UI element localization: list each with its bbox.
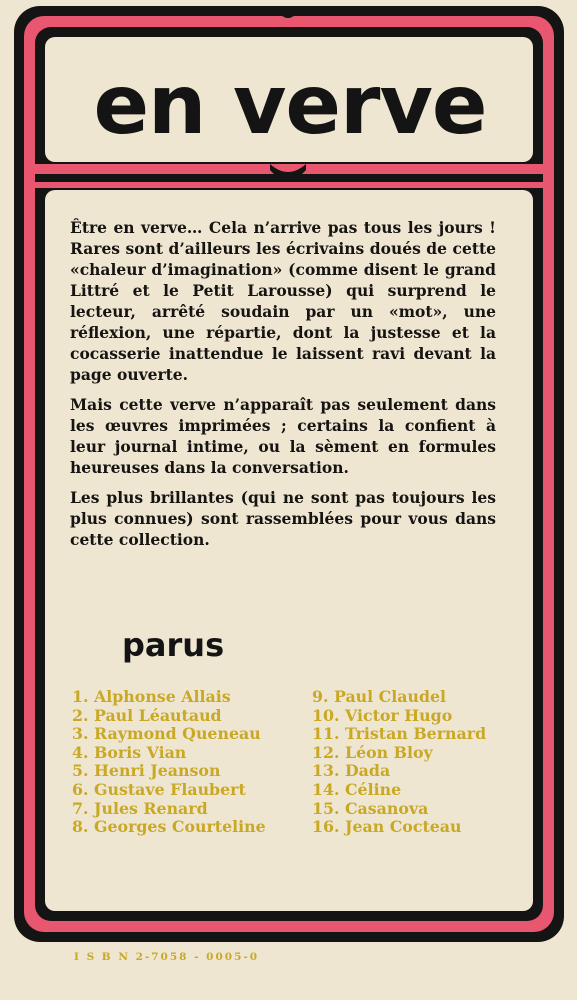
list-item: 4. Boris Vian [72, 742, 187, 762]
blurb-paragraph-3: Les plus brillantes (qui ne sont pas toujours les plus connues) sont rassemblées pour vous dans cette collection. [70, 488, 496, 549]
list-item: 7. Jules Renard [72, 798, 208, 818]
list-item: 3. Raymond Queneau [72, 724, 261, 744]
list-item: 6. Gustave Flaubert [72, 779, 246, 799]
list-item: 10. Victor Hugo [312, 705, 453, 725]
list-item: 11. Tristan Bernard [312, 724, 487, 744]
frame-divider-black [35, 174, 543, 182]
list-item: 8. Georges Courteline [72, 817, 266, 837]
list-item: 5. Henri Jeanson [72, 761, 221, 781]
series-title: en verve [93, 57, 487, 153]
list-item: 12. Léon Bloy [312, 742, 433, 762]
list-item: 1. Alphonse Allais [72, 687, 231, 706]
blurb-paragraph-1: Être en verve… Cela n’arrive pas tous les jours ! Rares sont d’ailleurs les écrivains doués de cette «chaleur d’imagination» (comme disent le grand Littré et le Petit Larousse) qui surprend le lecteur, arrêté soudain par un «mot», une réflexion, une répartie, dont la justesse et la cocasserie inattendue le laissent ravi devant la page ouverte. [70, 218, 496, 384]
blurb-text [70, 217, 496, 559]
list-item: 2. Paul Léautaud [72, 705, 222, 725]
list-item: 16. Jean Cocteau [312, 817, 462, 837]
list-item: 9. Paul Claudel [312, 687, 447, 706]
published-heading: parus [122, 626, 225, 664]
list-item: 15. Casanova [312, 798, 429, 818]
list-item: 13. Dada [312, 761, 391, 781]
list-item: 14. Céline [312, 779, 402, 799]
published-list-right [312, 688, 486, 837]
isbn-number: I S B N 2-7058 - 0005-0 [74, 951, 260, 963]
blurb-paragraph-2: Mais cette verve n’apparaît pas seulement dans les œuvres imprimées ; certains la confient à leur journal intime, ou la sèment en formules heureuses dans la conversation. [70, 395, 496, 477]
published-list-left [72, 688, 266, 837]
